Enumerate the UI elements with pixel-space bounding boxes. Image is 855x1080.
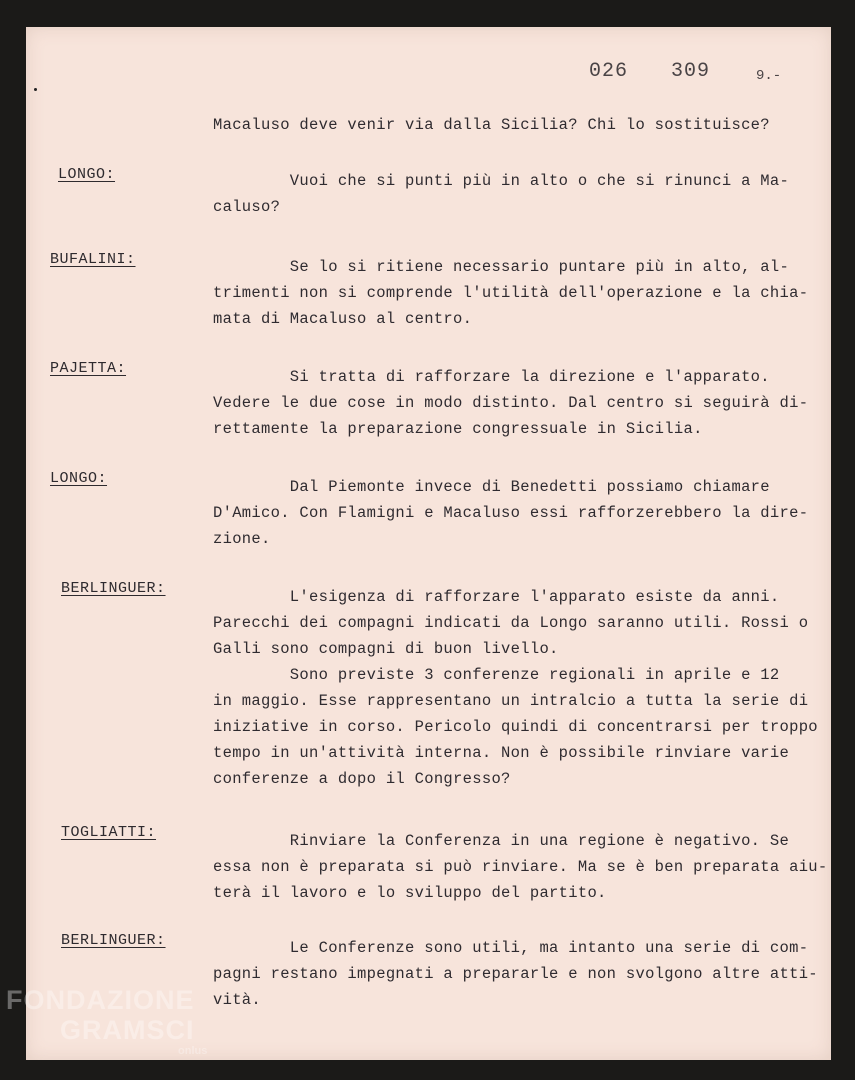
text-line: rettamente la preparazione congressuale in Sicilia. bbox=[213, 420, 703, 438]
speech-paragraph bbox=[213, 584, 818, 792]
text-line: Vuoi che si punti più in alto o che si rinunci a Ma- bbox=[213, 172, 790, 190]
speaker-label: BERLINGUER: bbox=[61, 580, 166, 597]
page-number: 9.- bbox=[756, 68, 782, 84]
text-line: caluso? bbox=[213, 198, 281, 216]
text-line: Galli sono compagni di buon livello. bbox=[213, 640, 559, 658]
speech-paragraph bbox=[213, 168, 818, 220]
text-line: Se lo si ritiene necessario puntare più in alto, al- bbox=[213, 258, 790, 276]
watermark-line: FONDAZIONE bbox=[6, 985, 195, 1015]
text-line: in maggio. Esse rappresentano un intralcio a tutta la serie di bbox=[213, 692, 809, 710]
text-line: Rinviare la Conferenza in una regione è negativo. Se bbox=[213, 832, 790, 850]
foundation-watermark bbox=[6, 985, 207, 1057]
text-line: Si tratta di rafforzare la direzione e l'apparato. bbox=[213, 368, 770, 386]
speaker-label: BUFALINI: bbox=[50, 251, 136, 268]
text-line: iniziative in corso. Pericolo quindi di concentrarsi per troppo bbox=[213, 718, 818, 736]
speaker-label: TOGLIATTI: bbox=[61, 824, 157, 841]
speaker-label: PAJETTA: bbox=[50, 360, 127, 377]
text-line: essa non è preparata si può rinviare. Ma se è ben preparata aiu- bbox=[213, 858, 828, 876]
watermark-line: GRAMSCI bbox=[60, 1015, 195, 1045]
archive-number-a: 026 bbox=[589, 60, 629, 83]
text-line: Sono previste 3 conferenze regionali in aprile e 12 bbox=[213, 666, 780, 684]
speech-paragraph bbox=[213, 828, 828, 906]
text-line: zione. bbox=[213, 530, 271, 548]
archive-number-b: 309 bbox=[671, 60, 711, 83]
text-line: trimenti non si comprende l'utilità dell'operazione e la chia- bbox=[213, 284, 809, 302]
text-line: pagni restano impegnati a prepararle e non svolgono altre atti- bbox=[213, 965, 818, 983]
speaker-label: LONGO: bbox=[50, 470, 108, 487]
speaker-label: LONGO: bbox=[58, 166, 116, 183]
watermark-line: onlus bbox=[178, 1045, 208, 1057]
text-line: mata di Macaluso al centro. bbox=[213, 310, 473, 328]
speech-paragraph bbox=[213, 364, 818, 442]
text-line: Parecchi dei compagni indicati da Longo saranno utili. Rossi o bbox=[213, 614, 809, 632]
ink-speck bbox=[34, 88, 37, 91]
text-line: conferenze a dopo il Congresso? bbox=[213, 770, 511, 788]
speech-paragraph bbox=[213, 935, 818, 1013]
text-line: L'esigenza di rafforzare l'apparato esiste da anni. bbox=[213, 588, 780, 606]
text-line: Dal Piemonte invece di Benedetti possiamo chiamare bbox=[213, 478, 770, 496]
speech-paragraph bbox=[213, 474, 818, 552]
intro-paragraph bbox=[213, 112, 818, 138]
text-line: tempo in un'attività interna. Non è possibile rinviare varie bbox=[213, 744, 790, 762]
text-line: Macaluso deve venir via dalla Sicilia? Chi lo sostituisce? bbox=[213, 116, 770, 134]
speaker-label: BERLINGUER: bbox=[61, 932, 166, 949]
text-line: vità. bbox=[213, 991, 262, 1009]
text-line: Vedere le due cose in modo distinto. Dal centro si seguirà di- bbox=[213, 394, 809, 412]
speech-paragraph bbox=[213, 254, 818, 332]
text-line: D'Amico. Con Flamigni e Macaluso essi rafforzerebbero la dire- bbox=[213, 504, 809, 522]
text-line: terà il lavoro e lo sviluppo del partito. bbox=[213, 884, 607, 902]
text-line: Le Conferenze sono utili, ma intanto una serie di com- bbox=[213, 939, 809, 957]
